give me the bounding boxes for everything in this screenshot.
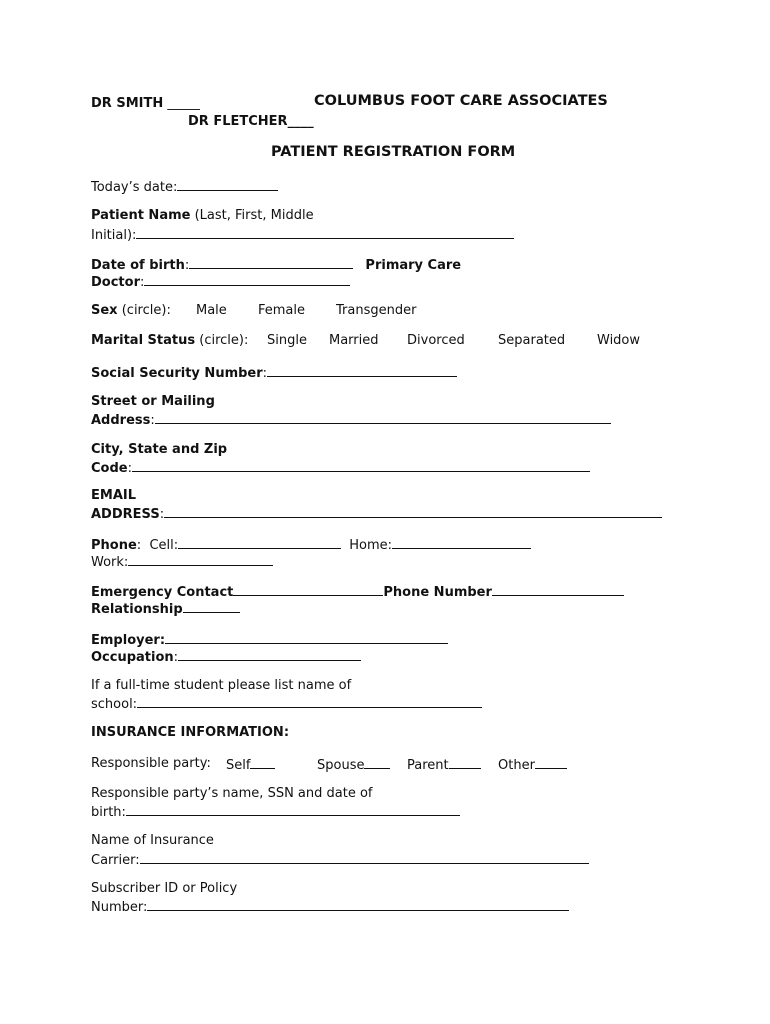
- email-label: EMAIL: [91, 488, 136, 503]
- address-label: Address: [91, 413, 151, 428]
- primary-care-label: Primary Care: [365, 258, 462, 273]
- resp-parent-label: Parent: [407, 758, 449, 773]
- dob-field[interactable]: [189, 255, 353, 269]
- marital-option-divorced[interactable]: Divorced: [407, 333, 465, 348]
- emergency-field[interactable]: [233, 582, 383, 596]
- work-label: Work:: [91, 555, 129, 570]
- emergency-label: Emergency Contact: [91, 585, 234, 600]
- phone-row: Phone: Cell: Home:: [91, 535, 531, 554]
- phone-label: Phone: [91, 538, 137, 553]
- todays-date-label: Today’s date:: [91, 180, 178, 195]
- occupation-field[interactable]: [178, 647, 361, 661]
- marital-option-separated[interactable]: Separated: [498, 333, 566, 348]
- birth-label: birth:: [91, 805, 126, 820]
- resp-spouse-field[interactable]: [364, 755, 390, 769]
- dr-fletcher-blank[interactable]: ____: [287, 114, 314, 129]
- work-field[interactable]: [128, 552, 273, 566]
- sex-option-female[interactable]: Female: [258, 303, 306, 318]
- patient-name-row1: [91, 207, 314, 224]
- student-row2: [91, 694, 482, 713]
- city-row1: [91, 441, 227, 458]
- carrier-label: Carrier:: [91, 853, 140, 868]
- marital-option-widow[interactable]: Widow: [597, 333, 641, 348]
- school-label: school:: [91, 697, 138, 712]
- relationship-row: [91, 599, 240, 618]
- city-field[interactable]: [132, 458, 590, 472]
- code-label: Code: [91, 461, 128, 476]
- work-row: [91, 552, 273, 571]
- marital-option-single[interactable]: Single: [267, 333, 307, 348]
- employer-field[interactable]: [165, 630, 448, 644]
- resp-parent-field[interactable]: [449, 755, 481, 769]
- ins-name-row2: [91, 850, 589, 869]
- sex-circle-hint: (circle):: [121, 303, 171, 318]
- school-field[interactable]: [137, 694, 482, 708]
- cell-label: Cell:: [149, 538, 179, 553]
- marital-circle-hint: (circle):: [199, 333, 249, 348]
- todays-date-field[interactable]: [177, 177, 278, 191]
- carrier-field[interactable]: [140, 850, 589, 864]
- city-label: City, State and Zip: [91, 442, 228, 457]
- resp-other-field[interactable]: [535, 755, 567, 769]
- dr-smith-line: [91, 95, 200, 112]
- subscriber-field[interactable]: [147, 897, 569, 911]
- occupation-row: Occupation:: [91, 647, 361, 666]
- street-row2: Address:: [91, 410, 611, 429]
- resp-option-other[interactable]: [498, 755, 567, 774]
- patient-name-field[interactable]: [136, 225, 514, 239]
- street-row1: [91, 393, 215, 410]
- student-row1: If a full-time student please list name of: [91, 678, 352, 693]
- home-label: Home:: [349, 538, 393, 553]
- emergency-phone-field[interactable]: [492, 582, 624, 596]
- marital-option-married[interactable]: Married: [329, 333, 379, 348]
- sex-option-male[interactable]: Male: [196, 303, 227, 318]
- address-field[interactable]: [155, 410, 611, 424]
- phone-number-label: Phone Number: [383, 585, 492, 600]
- relationship-field[interactable]: [183, 599, 240, 613]
- ssn-field[interactable]: [267, 363, 457, 377]
- insurance-heading: INSURANCE INFORMATION:: [91, 725, 290, 740]
- doctor-field[interactable]: [144, 272, 350, 286]
- street-label: Street or Mailing: [91, 394, 215, 409]
- resp-name-row2: [91, 802, 460, 821]
- marital-label: Marital Status: [91, 333, 196, 348]
- relationship-label: Relationship: [91, 602, 183, 617]
- resp-option-self[interactable]: [226, 755, 275, 774]
- sex-label: Sex: [91, 303, 118, 318]
- ssn-row: Social Security Number:: [91, 363, 457, 382]
- todays-date-row: [91, 177, 278, 196]
- patient-name-label: Patient Name: [91, 208, 191, 223]
- dr-fletcher-line: [188, 113, 314, 130]
- dr-smith-label: DR SMITH: [91, 96, 164, 111]
- sub-row1: Subscriber ID or Policy: [91, 881, 238, 896]
- sex-label-row: [91, 302, 171, 319]
- form-title: PATIENT REGISTRATION FORM: [271, 144, 516, 160]
- resp-option-parent[interactable]: [407, 755, 481, 774]
- sub-row2: [91, 897, 569, 916]
- occupation-label: Occupation: [91, 650, 174, 665]
- city-row2: Code:: [91, 458, 590, 477]
- dr-smith-blank[interactable]: _____: [167, 96, 200, 111]
- resp-name-row1: Responsible party’s name, SSN and date of: [91, 786, 373, 801]
- patient-name-row2: [91, 225, 514, 244]
- resp-self-field[interactable]: [250, 755, 275, 769]
- dob-label: Date of birth: [91, 258, 185, 273]
- dr-fletcher-label: DR FLETCHER: [188, 114, 288, 129]
- email-row1: [91, 487, 136, 504]
- patient-name-initial: Initial):: [91, 228, 137, 243]
- doctor-row: Doctor:: [91, 272, 350, 291]
- home-field[interactable]: [392, 535, 531, 549]
- ssn-label: Social Security Number: [91, 366, 263, 381]
- resp-other-label: Other: [498, 758, 535, 773]
- doctor-label: Doctor: [91, 275, 140, 290]
- practice-name: COLUMBUS FOOT CARE ASSOCIATES: [314, 93, 608, 109]
- sex-option-transgender[interactable]: Transgender: [336, 303, 417, 318]
- patient-name-hint: (Last, First, Middle: [194, 208, 314, 223]
- responsible-label: Responsible party:: [91, 756, 211, 771]
- email-field[interactable]: [164, 504, 662, 518]
- marital-label-row: [91, 332, 248, 349]
- email-row2: ADDRESS:: [91, 504, 662, 523]
- email-address-label: ADDRESS: [91, 507, 160, 522]
- resp-option-spouse[interactable]: [317, 755, 390, 774]
- resp-spouse-label: Spouse: [317, 758, 365, 773]
- resp-self-label: Self: [226, 758, 251, 773]
- number-label: Number:: [91, 900, 148, 915]
- dob-row: Date of birth: Primary Care: [91, 255, 461, 274]
- employer-label: Employer:: [91, 633, 166, 648]
- resp-name-field[interactable]: [126, 802, 460, 816]
- cell-field[interactable]: [178, 535, 341, 549]
- ins-name-row1: Name of Insurance: [91, 833, 214, 848]
